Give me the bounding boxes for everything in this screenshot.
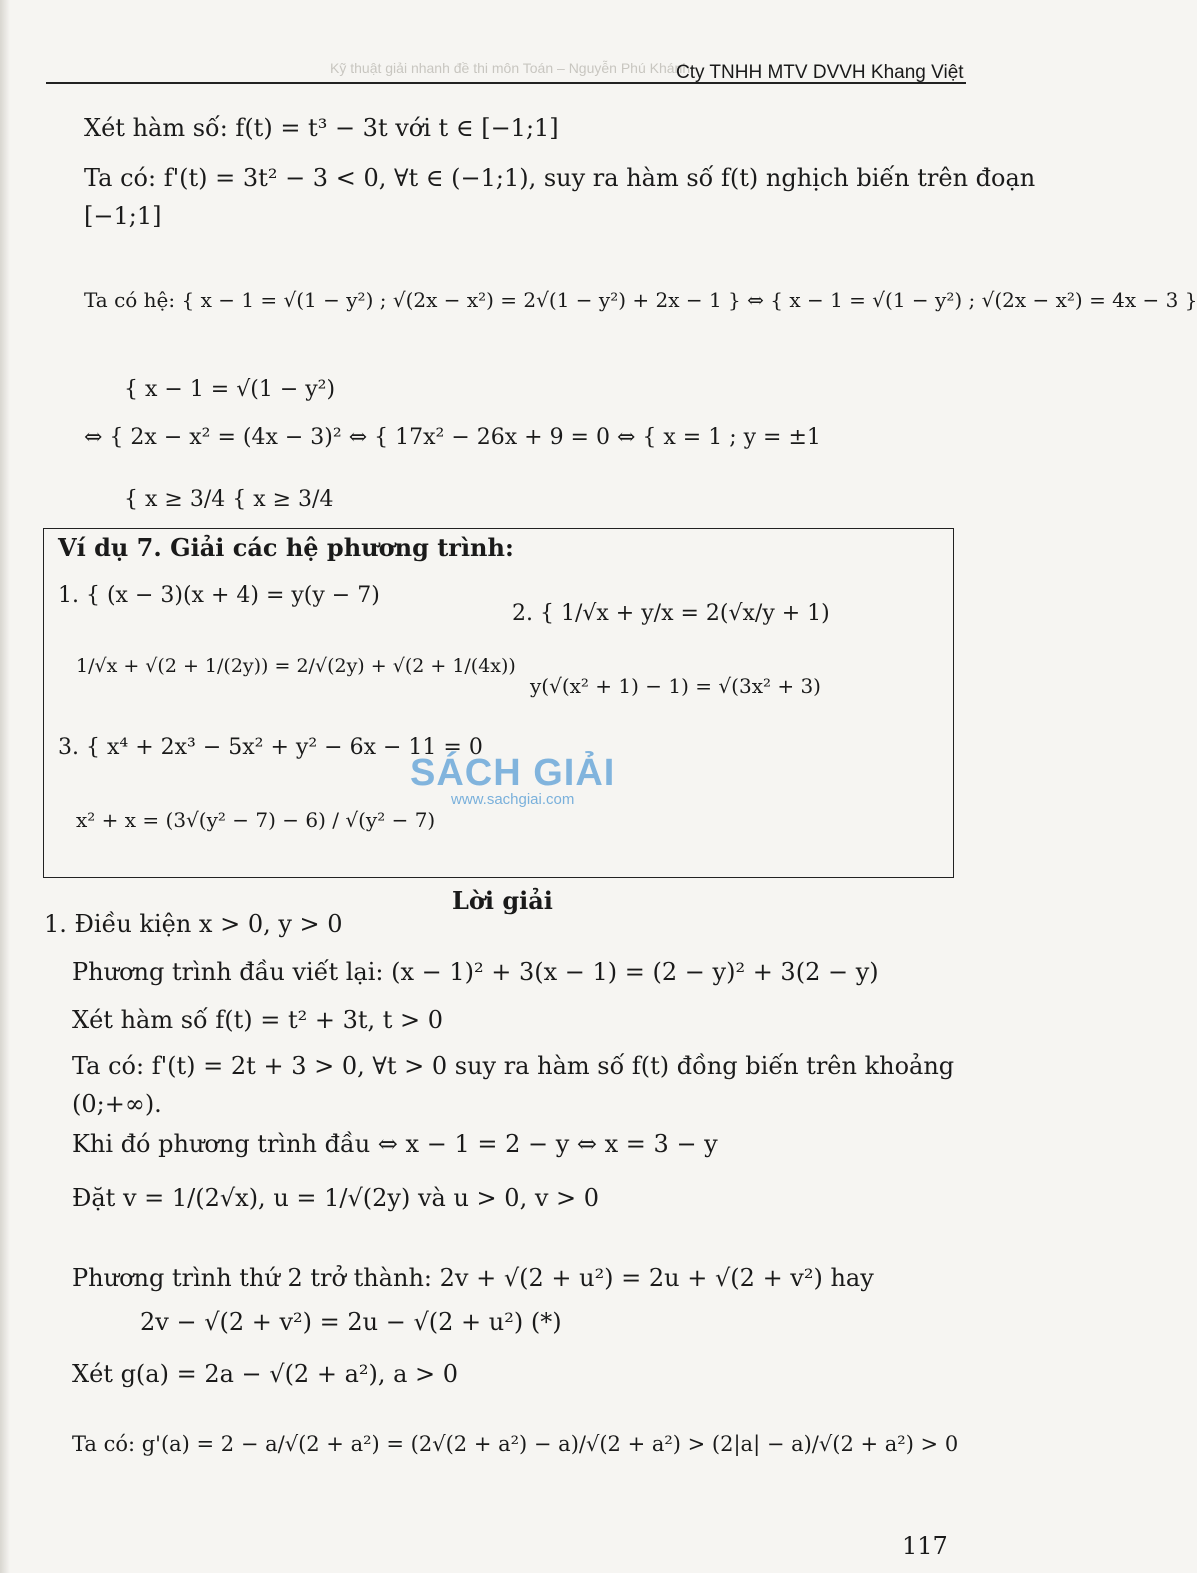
text-line: { x ≥ 3/4 { x ≥ 3/4 (124, 487, 334, 512)
problem-3a: 3. { x⁴ + 2x³ − 5x² + y² − 6x − 11 = 0 (58, 735, 483, 760)
solution-line: Đặt v = 1/(2√x), u = 1/√(2y) và u > 0, v > 0 (72, 1184, 600, 1212)
solution-line: Xét hàm số f(t) = t² + 3t, t > 0 (72, 1006, 444, 1034)
problem-1b: 1/√x + √(2 + 1/(2y)) = 2/√(2y) + √(2 + 1/(4x)) (76, 655, 516, 677)
bleed-through-text: Kỹ thuật giải nhanh đề thi môn Toán – Nguyễn Phú Khánh (330, 60, 691, 76)
problem-2a: 2. { 1/√x + y/x = 2(√x/y + 1) (512, 601, 830, 626)
example-heading: Ví dụ 7. Giải các hệ phương trình: (58, 533, 514, 562)
solution-line: Ta có: g'(a) = 2 − a/√(2 + a²) = (2√(2 + a²) − a)/√(2 + a²) > (2|a| − a)/√(2 + a²) > 0 (72, 1432, 959, 1456)
solution-line: Phương trình thứ 2 trở thành: 2v + √(2 + u²) = 2u + √(2 + v²) hay (72, 1264, 874, 1292)
solution-line: Khi đó phương trình đầu ⇔ x − 1 = 2 − y ⇔ x = 3 − y (72, 1130, 718, 1158)
problem-2b: y(√(x² + 1) − 1) = √(3x² + 3) (530, 674, 821, 698)
solution-line: Xét g(a) = 2a − √(2 + a²), a > 0 (72, 1360, 459, 1388)
text-line: [−1;1] (84, 202, 162, 230)
solution-line: 1. Điều kiện x > 0, y > 0 (44, 910, 343, 938)
solution-line: Ta có: f'(t) = 2t + 3 > 0, ∀t > 0 suy ra hàm số f(t) đồng biến trên khoảng (72, 1052, 955, 1080)
solution-line: (0;+∞). (72, 1090, 162, 1118)
solution-line: Phương trình đầu viết lại: (x − 1)² + 3(x − 1) = (2 − y)² + 3(2 − y) (72, 958, 879, 986)
header-publisher: Cty TNHH MTV DVVH Khang Việt (676, 62, 964, 83)
text-line: Xét hàm số: f(t) = t³ − 3t với t ∈ [−1;1] (84, 114, 559, 142)
watermark-url: www.sachgiai.com (450, 791, 575, 808)
page-number: 117 (902, 1532, 948, 1560)
problem-3b: x² + x = (3√(y² − 7) − 6) / √(y² − 7) (76, 808, 436, 832)
header-rule (46, 82, 966, 84)
text-line: Ta có: f'(t) = 3t² − 3 < 0, ∀t ∈ (−1;1), suy ra hàm số f(t) nghịch biến trên đoạn (84, 164, 1036, 192)
watermark-logo: SÁCH GIẢI (410, 752, 616, 794)
solution-line: 2v − √(2 + v²) = 2u − √(2 + u²) (*) (140, 1308, 562, 1336)
solution-title: Lời giải (452, 886, 553, 915)
watermark (410, 752, 615, 808)
text-line: ⇔ { 2x − x² = (4x − 3)² ⇔ { 17x² − 26x + 9 = 0 ⇔ { x = 1 ; y = ±1 (84, 425, 821, 450)
page-edge-shadow (0, 0, 10, 1573)
text-line: Ta có hệ: { x − 1 = √(1 − y²) ; √(2x − x²) = 2√(1 − y²) + 2x − 1 } ⇔ { x − 1 = √(1 − y²) ; √(2x − x²) = 4x − 3 } (84, 288, 1197, 312)
problem-1a: 1. { (x − 3)(x + 4) = y(y − 7) (58, 583, 380, 608)
text-line: { x − 1 = √(1 − y²) (124, 377, 336, 402)
